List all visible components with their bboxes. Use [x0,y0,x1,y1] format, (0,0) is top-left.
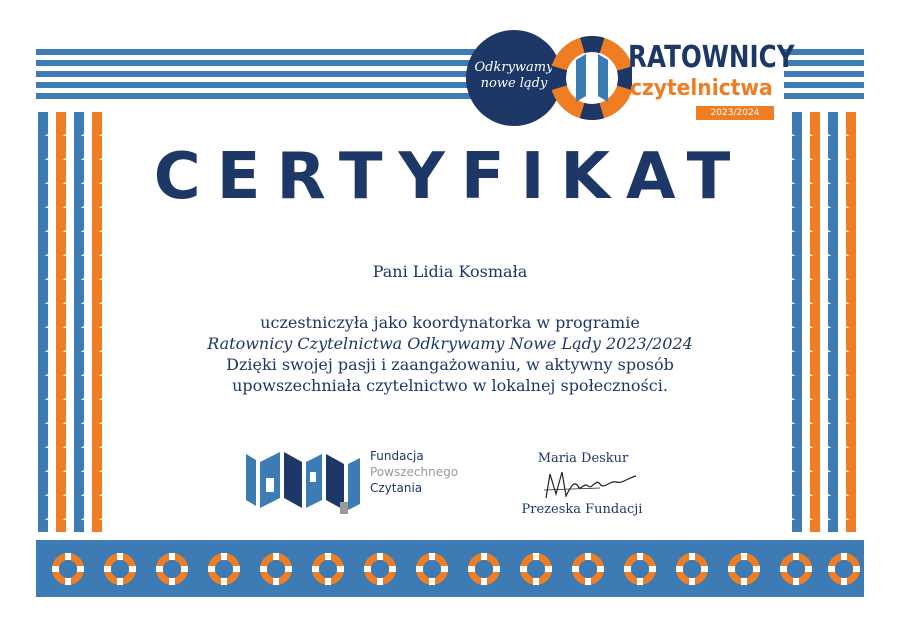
top-stripe-right-1 [784,49,864,55]
lifebuoy-icon [312,553,344,585]
lifebuoy-logo-icon [552,30,632,126]
body-line-3: Dzięki swojej pasji i zaangażowaniu, w aktywny sposób [226,355,674,374]
lifebuoy-icon [676,553,708,585]
program-name: Ratownicy Czytelnictwa Odkrywamy Nowe Lądy 2023/2024 [207,334,693,353]
certificate-body [120,312,780,396]
body-line-1: uczestniczyła jako koordynatorka w programie [260,313,640,332]
lifebuoy-icon [156,553,188,585]
badge-line1: Odkrywamy [474,60,554,75]
badge-line2: nowe lądy [480,76,548,91]
top-stripe-4 [36,82,476,88]
top-stripe-1 [36,49,476,55]
lifebuoy-icon [208,553,240,585]
lifebuoy-icon [260,553,292,585]
logo-title: RATOWNICY [628,40,795,75]
top-stripe-right-3 [784,71,864,77]
lifebuoy-icon [520,553,552,585]
top-stripe-5 [36,93,476,99]
foundation-name [370,448,458,496]
signer-role: Prezeska Fundacji [521,502,643,517]
foundation-line1: Fundacja [370,449,424,463]
logo-year: 2023/2024 [696,106,774,120]
bottom-lifebuoys [36,540,864,597]
top-stripe-right-4 [784,82,864,88]
lifebuoy-icon [828,553,860,585]
foundation-line2: Powszechnego [370,465,459,479]
lifebuoy-icon [728,553,760,585]
lifebuoy-icon [780,553,812,585]
lifebuoy-icon [468,553,500,585]
lifebuoy-icon [416,553,448,585]
foundation-line3: Czytania [370,481,423,495]
logo-subtitle: czytelnictwa [630,76,773,101]
lifebuoy-icon [624,553,656,585]
top-stripe-2 [36,60,476,66]
signer-name: Maria Deskur [537,451,629,466]
badge-circle [466,30,562,126]
certificate-title: CERTYFIKAT [153,140,747,214]
handwritten-signature [540,468,640,504]
top-stripe-right-2 [784,60,864,66]
foundation-logo-icon [244,450,362,516]
lifebuoy-icon [104,553,136,585]
top-stripe-3 [36,71,476,77]
lifebuoy-icon [52,553,84,585]
lifebuoy-icon [364,553,396,585]
body-line-4: upowszechniała czytelnictwo w lokalnej społeczności. [232,376,668,395]
recipient-name: Pani Lidia Kosmała [372,262,528,281]
lifebuoy-icon [572,553,604,585]
top-stripe-right-5 [784,93,864,99]
